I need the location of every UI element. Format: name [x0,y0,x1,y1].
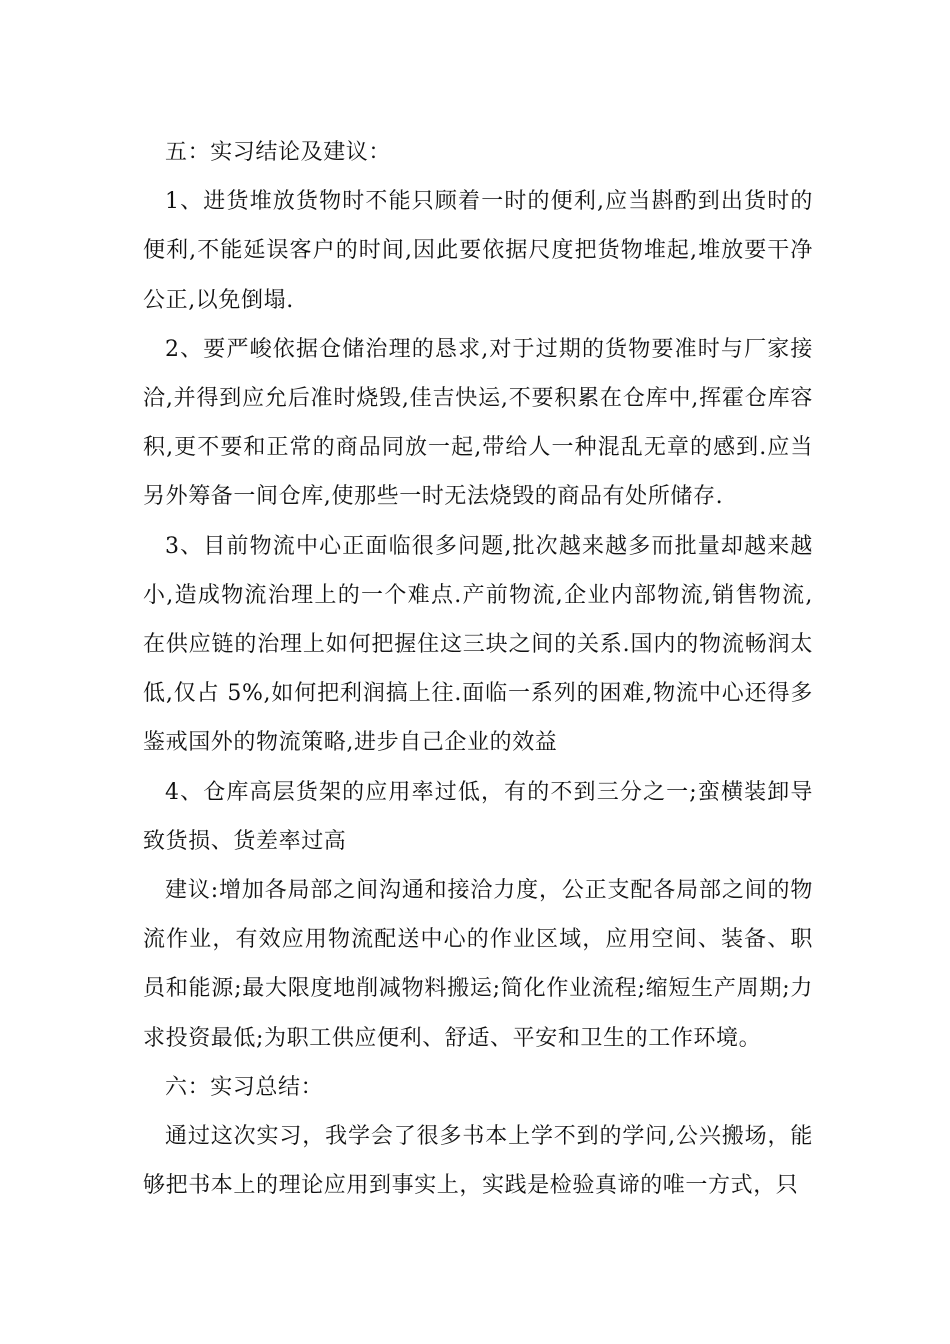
paragraph-item-4: 4、仓库高层货架的应用率过低，有的不到三分之一;蛮横装卸导致货损、货差率过高 [143,779,813,854]
paragraph-summary: 通过这次实习，我学会了很多书本上学不到的学问,公兴搬场，能够把书本上的理论应用到事实上，实践是检验真谛的唯一方式，只 [143,1124,813,1199]
paragraph-item-1: 1、进货堆放货物时不能只顾着一时的便利,应当斟酌到出货时的便利,不能延误客户的时间,因此要依据尺度把货物堆起,堆放要干净公正,以免倒塌. [143,189,813,313]
paragraph-suggestion: 建议:增加各局部之间沟通和接洽力度，公正支配各局部之间的物流作业，有效应用物流配送中心的作业区域，应用空间、装备、职员和能源;最大限度地削减物料搬运;简化作业流程;缩短生产周期;力求投资最低;为职工供应便利、舒适、平安和卫生的工作环境。 [143,878,813,1051]
document-body [143,128,813,1210]
section-heading-summary: 六：实习总结： [165,1074,324,1100]
paragraph-item-3: 3、目前物流中心正面临很多问题,批次越来越多而批量却越来越小,造成物流治理上的一个难点.产前物流,企业内部物流,销售物流,在供应链的治理上如何把握住这三块之间的关系.国内的物流畅润太低,仅占 5%,如何把利润搞上往.面临一系列的困难,物流中心还得多鉴戒国外的物流策略,进步自己企业的效益 [143,533,813,756]
section-heading-conclusion: 五：实习结论及建议： [165,140,392,165]
paragraph-item-2: 2、要严峻依据仓储治理的恳求,对于过期的货物要准时与厂家接洽,并得到应允后准时烧毁,佳吉快运,不要积累在仓库中,挥霍仓库容积,更不要和正常的商品同放一起,带给人一种混乱无章的感到.应当另外筹备一间仓库,使那些一时无法烧毁的商品有处所储存. [143,336,813,510]
